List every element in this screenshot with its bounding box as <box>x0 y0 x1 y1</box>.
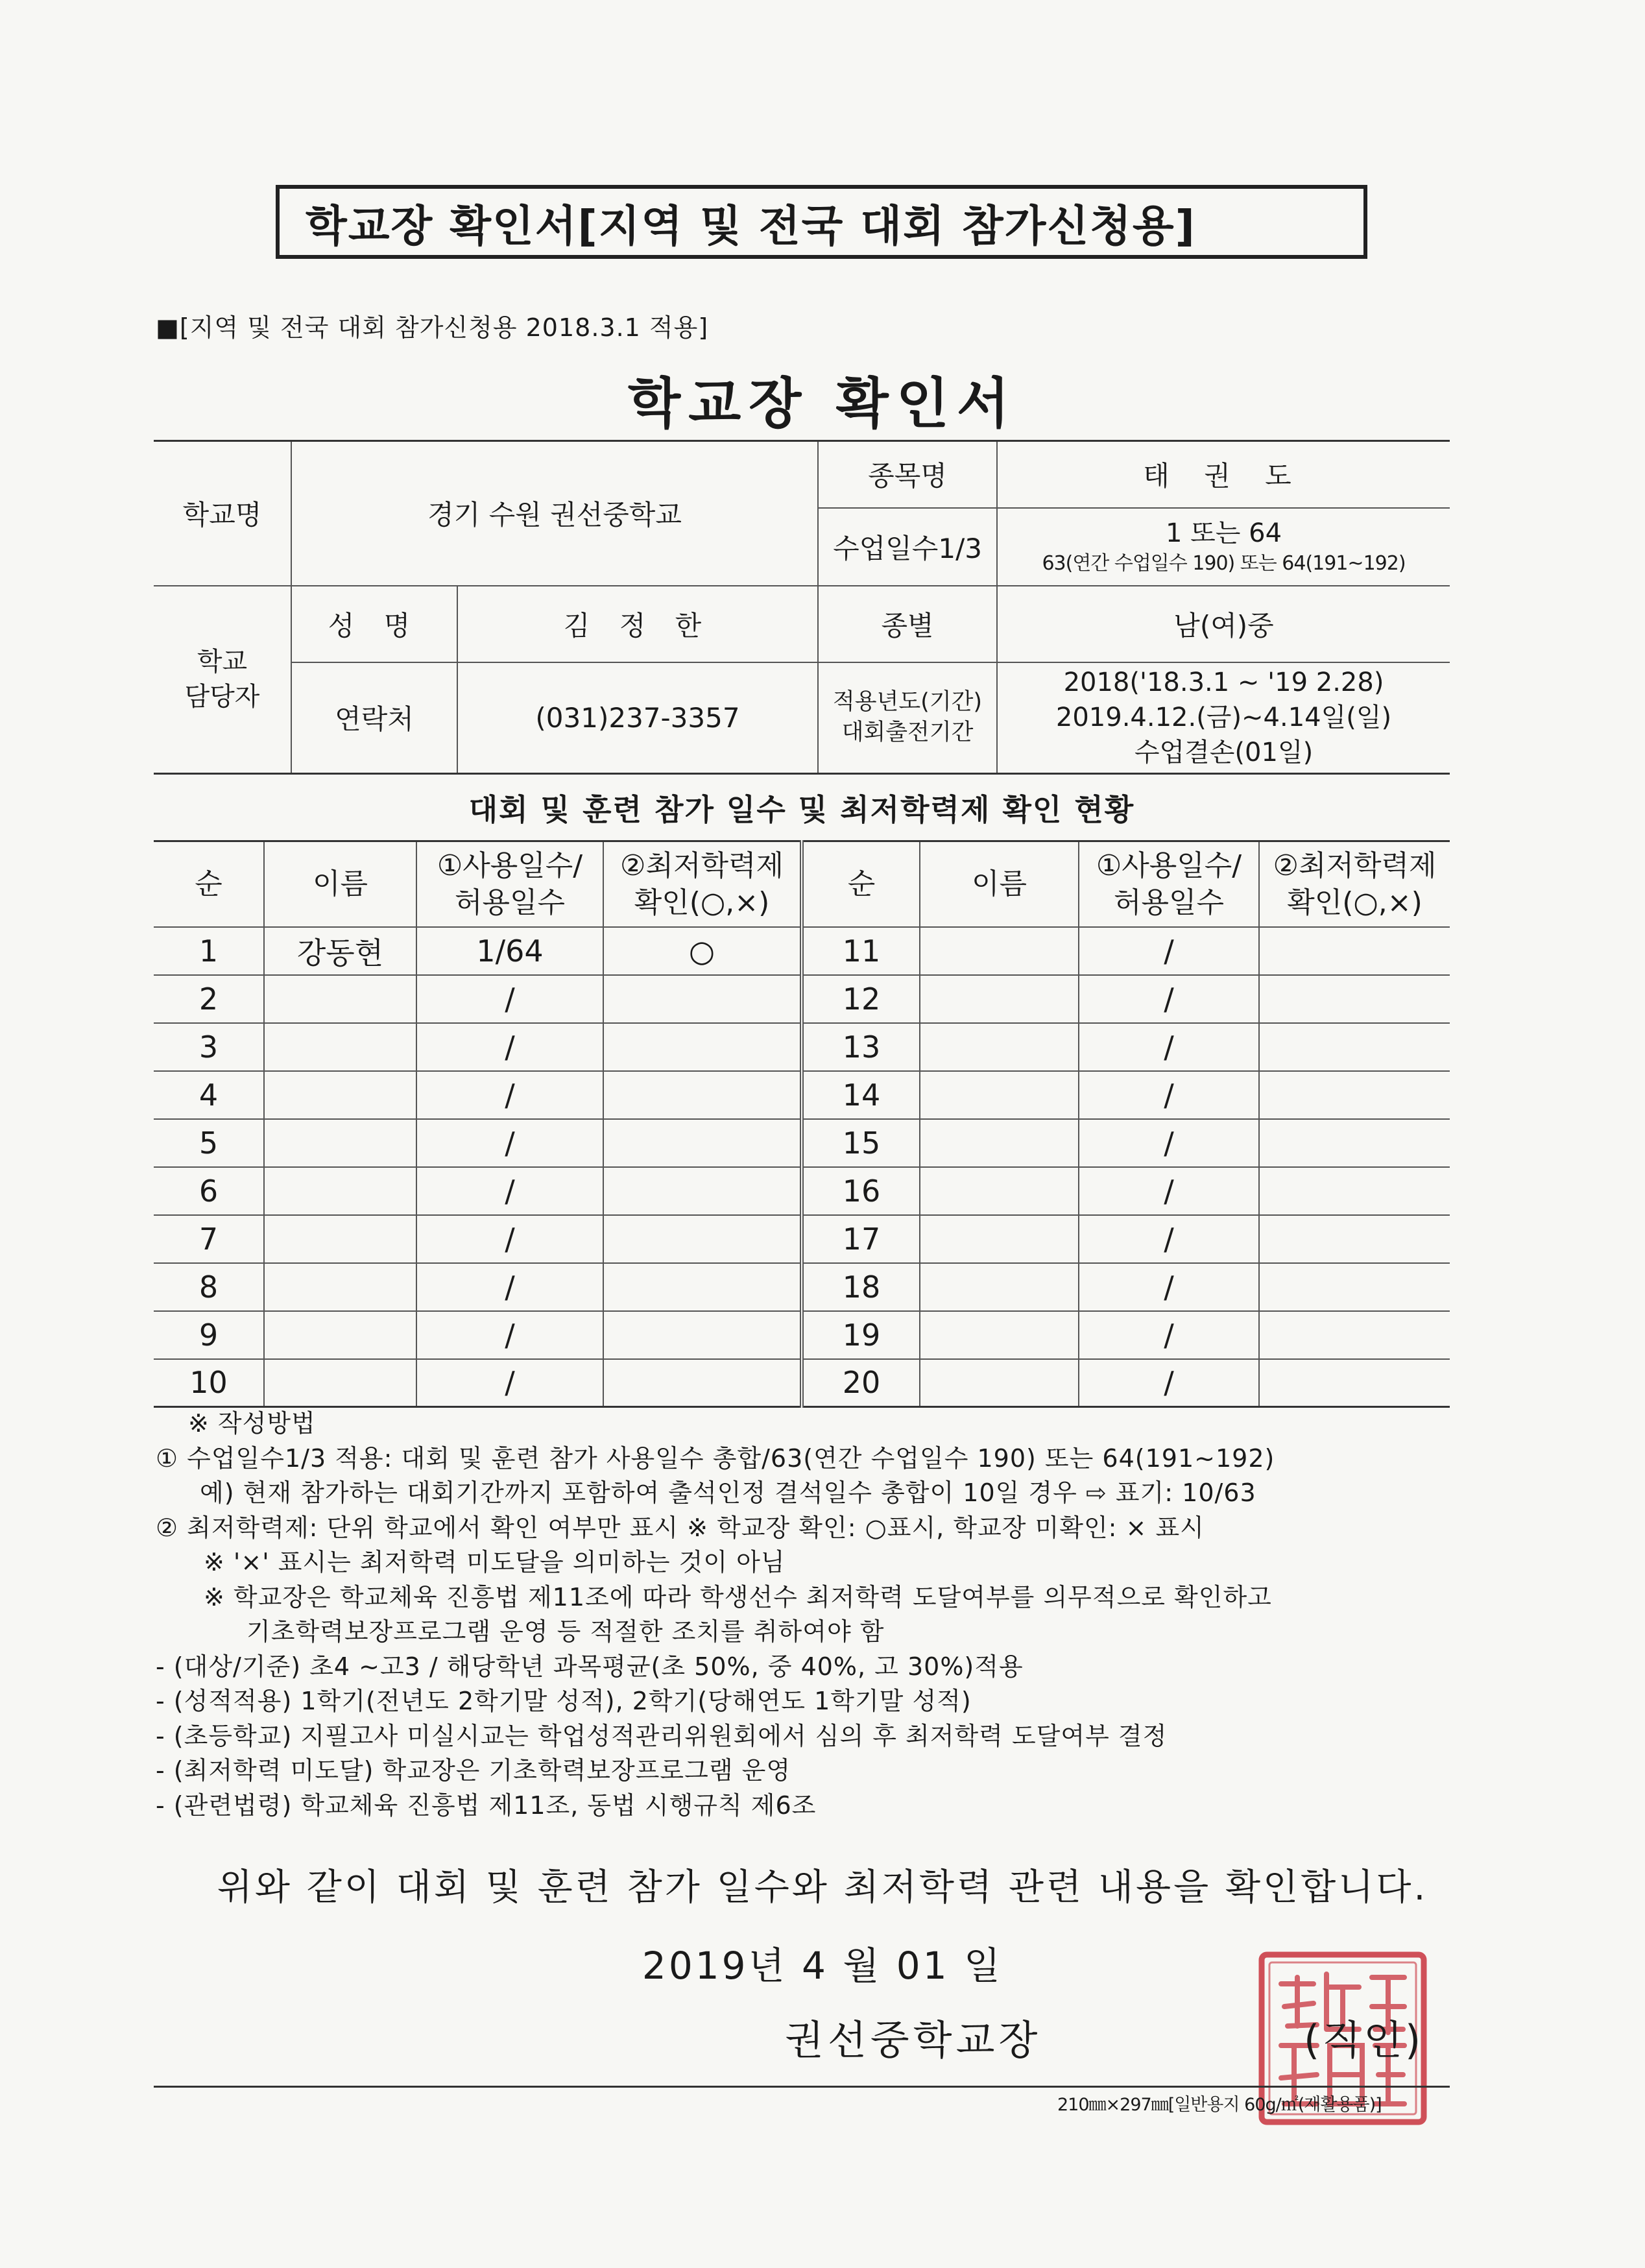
row-no-right: 14 <box>802 1071 920 1119</box>
header-no-right: 순 <box>802 841 920 927</box>
row-name <box>264 1311 416 1359</box>
name-label: 성 명 <box>291 586 457 662</box>
note-4a: ※ 학교장은 학교체육 진흥법 제11조에 따라 학생선수 최저학력 도달여부를 의무적으로 확인하고 <box>204 1582 1272 1611</box>
document-title: 학교장 확인서 <box>627 372 1018 435</box>
row-days-right: / <box>1079 975 1259 1023</box>
table-row <box>154 1311 1450 1359</box>
teacher-label-line2: 담당자 <box>184 682 260 712</box>
row-days: / <box>416 1167 603 1215</box>
row-check-right <box>1259 1311 1450 1359</box>
period-value <box>997 662 1450 774</box>
row-days-right: / <box>1079 1023 1259 1071</box>
row-name-right <box>920 1263 1079 1311</box>
row-name-right <box>920 1023 1079 1071</box>
header-days-right <box>1079 841 1259 927</box>
row-check-right <box>1259 1359 1450 1407</box>
school-value: 경기 수원 권선중학교 <box>291 441 818 586</box>
row-check <box>603 1071 802 1119</box>
footer-divider <box>154 2086 1450 2088</box>
row-no: 10 <box>154 1359 264 1407</box>
row-check <box>603 1359 802 1407</box>
row-check-right <box>1259 1071 1450 1119</box>
header-no: 순 <box>154 841 264 927</box>
row-no-right: 20 <box>802 1359 920 1407</box>
period-label <box>818 662 997 774</box>
bullet-2: - (성적적용) 1학기(전년도 2학기말 성적), 2학기(당해연도 1학기말 성적) <box>156 1687 972 1715</box>
category-value: 남(여)중 <box>997 586 1450 662</box>
header-days-line2: 허용일수 <box>454 886 565 919</box>
seal-mark-text: (직인) <box>1304 2016 1424 2064</box>
row-days: 1/64 <box>416 927 603 975</box>
table-row <box>154 1023 1450 1071</box>
event-label: 종목명 <box>818 441 997 508</box>
row-name <box>264 1119 416 1167</box>
row-no: 4 <box>154 1071 264 1119</box>
paper-spec: 210㎜×297㎜[일반용지 60g/㎡(재활용품)] <box>1057 2095 1382 2115</box>
event-value: 태 권 도 <box>997 441 1450 508</box>
period-value-line3: 수업결손(01일) <box>1134 738 1314 768</box>
teacher-label-line1: 학교 <box>197 647 248 677</box>
row-no-right: 13 <box>802 1023 920 1071</box>
roster-header-row <box>154 841 1450 927</box>
school-label: 학교명 <box>154 441 291 586</box>
row-name-right <box>920 975 1079 1023</box>
row-check <box>603 1215 802 1263</box>
row-check <box>603 975 802 1023</box>
row-days-right: / <box>1079 1071 1259 1119</box>
row-name <box>264 1215 416 1263</box>
teacher-label <box>154 586 291 774</box>
note-3: ※ '×' 표시는 최저학력 미도달을 의미하는 것이 아님 <box>204 1548 786 1576</box>
principal-signature: 권선중학교장 <box>785 2016 1042 2064</box>
row-days-right: / <box>1079 927 1259 975</box>
header-days-right-line2: 허용일수 <box>1113 886 1224 919</box>
name-value: 김 정 한 <box>457 586 818 662</box>
row-no-right: 19 <box>802 1311 920 1359</box>
row-no-right: 11 <box>802 927 920 975</box>
bullet-4: - (최저학력 미도달) 학교장은 기초학력보장프로그램 운영 <box>156 1756 791 1785</box>
row-days: / <box>416 1023 603 1071</box>
table-row <box>154 1119 1450 1167</box>
row-name-right <box>920 927 1079 975</box>
table-row <box>154 1167 1450 1215</box>
row-no: 5 <box>154 1119 264 1167</box>
row-name-right <box>920 1071 1079 1119</box>
row-name <box>264 1071 416 1119</box>
period-label-line2: 대회출전기간 <box>841 719 974 746</box>
row-days: / <box>416 1263 603 1311</box>
row-name: 강동현 <box>264 927 416 975</box>
row-days: / <box>416 1311 603 1359</box>
row-name <box>264 1359 416 1407</box>
row-days: / <box>416 1119 603 1167</box>
form-title: 학교장 확인서[지역 및 전국 대회 참가신청용] <box>306 200 1196 251</box>
row-days-right: / <box>1079 1119 1259 1167</box>
row-days-right: / <box>1079 1263 1259 1311</box>
row-no-right: 15 <box>802 1119 920 1167</box>
table-row <box>154 927 1450 975</box>
roster-section-title: 대회 및 훈련 참가 일수 및 최저학력제 확인 현황 <box>468 792 1135 827</box>
header-name: 이름 <box>264 841 416 927</box>
header-check-line2: 확인(○,×) <box>634 886 770 919</box>
table-row <box>154 975 1450 1023</box>
row-days-right: / <box>1079 1167 1259 1215</box>
header-days <box>416 841 603 927</box>
row-no: 2 <box>154 975 264 1023</box>
row-check: ○ <box>603 927 802 975</box>
version-note: ■[지역 및 전국 대회 참가신청용 2018.3.1 적용] <box>156 313 709 342</box>
note-4b: 기초학력보장프로그램 운영 등 적절한 조치를 취하여야 함 <box>246 1617 885 1646</box>
form-title-box <box>276 185 1367 259</box>
header-check <box>603 841 802 927</box>
row-no: 1 <box>154 927 264 975</box>
contact-label: 연락처 <box>291 662 457 774</box>
roster-table <box>154 840 1450 1408</box>
row-no: 8 <box>154 1263 264 1311</box>
notes-heading: ※ 작성방법 <box>188 1409 316 1438</box>
row-name-right <box>920 1167 1079 1215</box>
header-days-line1: ①사용일수/ <box>437 849 583 882</box>
row-no-right: 17 <box>802 1215 920 1263</box>
period-value-line2: 2019.4.12.(금)~4.14일(일) <box>1055 703 1392 733</box>
row-no: 9 <box>154 1311 264 1359</box>
header-name-right: 이름 <box>920 841 1079 927</box>
row-check-right <box>1259 1119 1450 1167</box>
row-check-right <box>1259 1167 1450 1215</box>
row-check-right <box>1259 1215 1450 1263</box>
row-days: / <box>416 1071 603 1119</box>
row-no: 3 <box>154 1023 264 1071</box>
row-name <box>264 1263 416 1311</box>
header-check-line1: ②최저학력제 <box>620 849 784 882</box>
bullet-3: - (초등학교) 지필고사 미실시교는 학업성적관리위원회에서 심의 후 최저학력 도달여부 결정 <box>156 1721 1168 1750</box>
school-info-table <box>154 440 1450 775</box>
row-check-right <box>1259 975 1450 1023</box>
note-1a: ① 수업일수1/3 적용: 대회 및 훈련 참가 사용일수 총합/63(연간 수업일수 190) 또는 64(191~192) <box>156 1443 1275 1473</box>
bullet-5: - (관련법령) 학교체육 진흥법 제11조, 동법 시행규칙 제6조 <box>156 1791 817 1820</box>
row-days: / <box>416 975 603 1023</box>
row-no-right: 16 <box>802 1167 920 1215</box>
row-no: 6 <box>154 1167 264 1215</box>
header-check-right-line1: ②최저학력제 <box>1273 849 1437 882</box>
row-name <box>264 1023 416 1071</box>
row-no: 7 <box>154 1215 264 1263</box>
row-name <box>264 975 416 1023</box>
instructions <box>156 1406 1505 1823</box>
table-row <box>154 1263 1450 1311</box>
row-check-right <box>1259 927 1450 975</box>
class-days-cell <box>997 508 1450 586</box>
note-1b: 예) 현재 참가하는 대회기간까지 포함하여 출석인정 결석일수 총합이 10일 경우 ⇨ 표기: 10/63 <box>200 1478 1256 1507</box>
row-days-right: / <box>1079 1359 1259 1407</box>
issue-date: 2019년 4 월 01 일 <box>642 1944 1003 1988</box>
contact-value: (031)237-3357 <box>457 662 818 774</box>
row-check <box>603 1263 802 1311</box>
table-row <box>154 1359 1450 1407</box>
row-name <box>264 1167 416 1215</box>
row-name-right <box>920 1311 1079 1359</box>
class-days-label: 수업일수1/3 <box>818 508 997 586</box>
category-label: 종별 <box>818 586 997 662</box>
period-value-line1: 2018('18.3.1 ~ '19 2.28) <box>1063 668 1384 698</box>
header-check-right-line2: 확인(○,×) <box>1287 886 1423 919</box>
bullet-1: - (대상/기준) 초4 ~고3 / 해당학년 과목평균(초 50%, 중 40%, 고 30%)적용 <box>156 1652 1024 1681</box>
row-days: / <box>416 1359 603 1407</box>
row-days-right: / <box>1079 1311 1259 1359</box>
row-check <box>603 1311 802 1359</box>
row-no-right: 18 <box>802 1263 920 1311</box>
class-days-value: 1 또는 64 <box>1165 518 1282 549</box>
row-check-right <box>1259 1023 1450 1071</box>
row-no-right: 12 <box>802 975 920 1023</box>
row-check <box>603 1023 802 1071</box>
row-days: / <box>416 1215 603 1263</box>
note-2: ② 최저학력제: 단위 학교에서 확인 여부만 표시 ※ 학교장 확인: ○표시, 학교장 미확인: × 표시 <box>156 1513 1205 1542</box>
row-days-right: / <box>1079 1215 1259 1263</box>
row-name-right <box>920 1359 1079 1407</box>
row-name-right <box>920 1215 1079 1263</box>
class-days-note: 63(연간 수업일수 190) 또는 64(191~192) <box>1042 552 1406 575</box>
row-check <box>603 1167 802 1215</box>
table-row <box>154 1215 1450 1263</box>
table-row <box>154 1071 1450 1119</box>
row-check-right <box>1259 1263 1450 1311</box>
row-name-right <box>920 1119 1079 1167</box>
header-days-right-line1: ①사용일수/ <box>1096 849 1242 882</box>
row-check <box>603 1119 802 1167</box>
period-label-line1: 적용년도(기간) <box>832 689 983 715</box>
header-check-right <box>1259 841 1450 927</box>
confirmation-statement: 위와 같이 대회 및 훈련 참가 일수와 최저학력 관련 내용을 확인합니다. <box>217 1866 1428 1909</box>
